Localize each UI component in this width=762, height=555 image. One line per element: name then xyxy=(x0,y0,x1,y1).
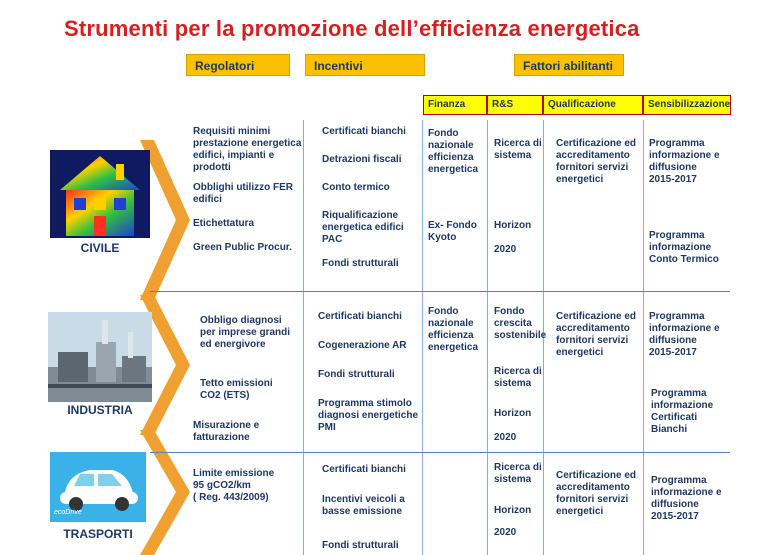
page-title: Strumenti per la promozione dell’efficienza energetica xyxy=(64,16,640,41)
industria-regolatori-misurazione: Misurazione e fatturazione xyxy=(193,420,260,443)
header-incentivi: Incentivi xyxy=(305,54,425,76)
industria-rs-horizon: Horizon xyxy=(494,408,532,419)
sector-label-trasporti: TRASPORTI xyxy=(63,527,133,541)
subheader-rs: R&S xyxy=(487,95,543,115)
civile-sensibilizzazione-programma: Programma informazione e diffusione 2015-2017 xyxy=(649,138,720,185)
trasporti-regolatori: Limite emissione 95 gCO2/km ( Reg. 443/2009) xyxy=(193,468,275,503)
civile-finanza-fondo: Fondo nazionale efficienza energetica xyxy=(428,128,479,175)
civile-incentivi: Certificati bianchi Detrazioni fiscali Conto termico Riqualificazione energetica edifici PAC Fondi strutturali xyxy=(322,126,406,269)
industria-rs-fondo: Fondo crescita sostenibile xyxy=(494,306,547,341)
trasporti-sensibilizzazione: Programma informazione e diffusione 2015-2017 xyxy=(651,475,722,522)
divider-finanza xyxy=(422,120,423,555)
sector-label-civile: CIVILE xyxy=(80,241,120,255)
industria-finanza: Fondo nazionale efficienza energetica xyxy=(428,306,479,353)
header-fattori-abilitanti: Fattori abilitanti xyxy=(514,54,624,76)
header-regolatori: Regolatori xyxy=(186,54,290,76)
trasporti-rs-2020: 2020 xyxy=(494,527,517,538)
civile-sensibilizzazione-conto-termico: Programma informazione Conto Termico xyxy=(649,230,719,265)
row-divider-civile-industria xyxy=(150,291,730,292)
civile-regolatori: Requisiti minimi prestazione energetica edifici, impianti e prodotti Obblighi utilizzo FER edifici Etichettatura Green Public Procur. xyxy=(193,126,302,253)
industria-sensibilizzazione-certificati: Programma informazione Certificati Bianchi xyxy=(651,388,714,435)
industria-incentivi-certificati: Certificati bianchi xyxy=(318,311,402,322)
industria-rs-2020: 2020 xyxy=(494,432,517,443)
industria-incentivi-fondi: Fondi strutturali xyxy=(318,369,395,380)
civile-rs-horizon: Horizon 2020 xyxy=(494,220,532,255)
industria-sensibilizzazione-programma: Programma informazione e diffusione 2015-2017 xyxy=(649,311,720,358)
trasporti-incentivi-fondi: Fondi strutturali xyxy=(322,540,399,551)
sector-label-industria: INDUSTRIA xyxy=(67,403,133,417)
subheader-qualificazione: Qualificazione xyxy=(543,95,643,115)
ecodrive-logo: ecoDrive xyxy=(54,509,82,516)
civile-rs-ricerca: Ricerca di sistema xyxy=(494,138,542,161)
trasporti-qualificazione: Certificazione ed accreditamento fornitori servizi energetici xyxy=(556,470,637,517)
industria-incentivi-programma: Programma stimolo diagnosi energetiche PMI xyxy=(318,398,419,433)
trasporti-rs-horizon: Horizon xyxy=(494,505,532,516)
industria-regolatori-ets: Tetto emissioni CO2 (ETS) xyxy=(200,378,273,401)
trasporti-incentivi-veicoli: Incentivi veicoli a basse emissione xyxy=(322,494,405,517)
civile-finanza-kyoto: Ex- Fondo Kyoto xyxy=(428,220,477,243)
civile-qualificazione: Certificazione ed accreditamento fornitori servizi energetici xyxy=(556,138,637,185)
arrow-trasporti-icon xyxy=(140,430,192,555)
industria-incentivi-cogenerazione: Cogenerazione AR xyxy=(318,340,407,351)
row-divider-industria-trasporti xyxy=(150,452,730,453)
subheader-sensibilizzazione: Sensibilizzazione xyxy=(643,95,731,115)
trasporti-rs-ricerca: Ricerca di sistema xyxy=(494,462,542,485)
industria-regolatori-diagnosi: Obbligo diagnosi per imprese grandi ed energivore xyxy=(200,315,291,350)
industrial-plant-icon xyxy=(48,312,152,402)
subheader-finanza: Finanza xyxy=(423,95,487,115)
trasporti-incentivi-certificati: Certificati bianchi xyxy=(322,464,406,475)
industria-rs-ricerca: Ricerca di sistema xyxy=(494,366,542,389)
industria-qualificazione: Certificazione ed accreditamento fornitori servizi energetici xyxy=(556,311,637,358)
house-thermal-icon xyxy=(50,150,150,238)
